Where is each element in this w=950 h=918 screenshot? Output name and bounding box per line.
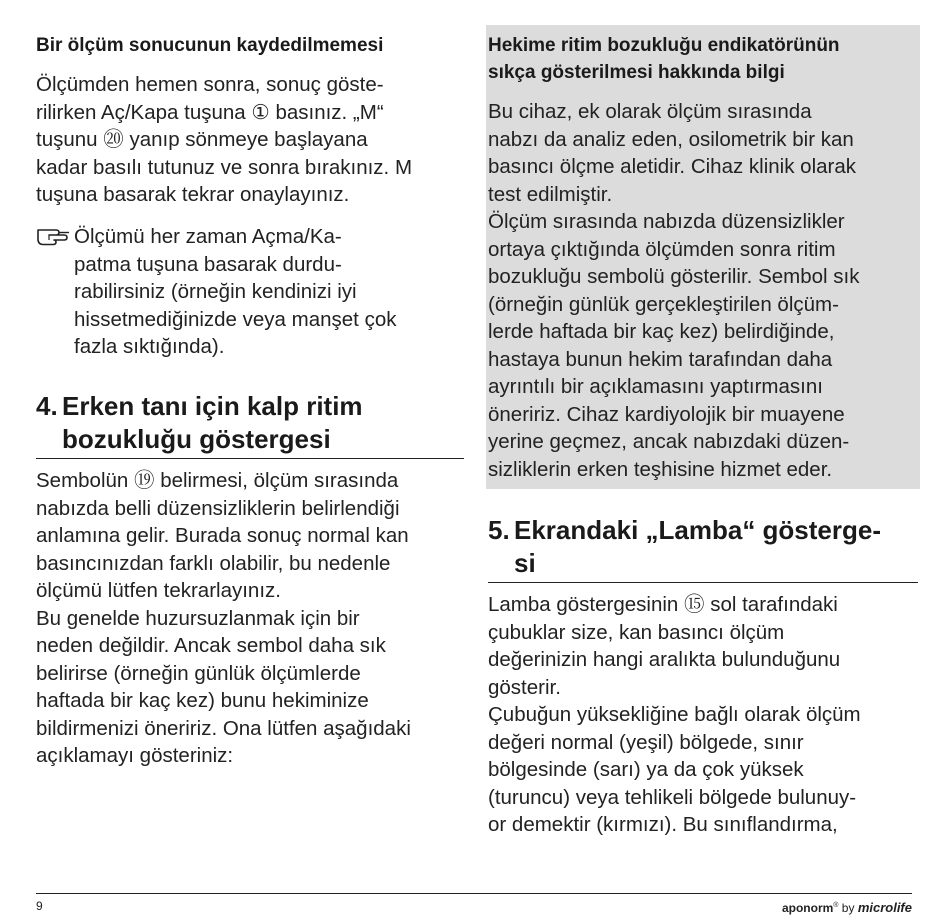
brand-company: microlife xyxy=(857,900,912,915)
text-line: çubuklar size, kan basıncı ölçüm xyxy=(488,620,785,644)
text-line: Çubuğun yüksekliğine bağlı olarak ölçüm xyxy=(488,703,861,726)
text-line: basıncınızdan farklı olabilir, bu nedenle xyxy=(36,551,391,575)
text-line: basıncı ölçme aletidir. Cihaz klinik olarak xyxy=(488,155,857,178)
text-line: nabzı da analiz eden, osilometrik bir kan xyxy=(488,127,854,151)
section-number: 5. xyxy=(488,515,510,545)
heading-line: sıkça gösterilmesi hakkında bilgi xyxy=(488,62,785,83)
text-line: ölçümü lütfen tekrarlayınız. xyxy=(36,579,281,602)
text-line: öneririz. Cihaz kardiyolojik bir muayene xyxy=(488,402,845,426)
text-line: neden değildir. Ancak sembol daha sık xyxy=(36,634,386,657)
text-line: bölgesinde (sarı) ya da çok yüksek xyxy=(488,758,804,781)
registered-mark: ® xyxy=(833,902,839,909)
section-5-title xyxy=(488,514,881,580)
section-number: 4. xyxy=(36,391,58,421)
text-line: kadar basılı tutunuz ve sonra bırakınız. M xyxy=(36,155,413,179)
text-line: belirirse (örneğin günlük ölçümlerde xyxy=(36,661,361,685)
heading-measurement-not-saved: Bir ölçüm sonucunun kaydedilmemesi xyxy=(36,35,384,56)
text-line: hastaya bunun hekim tarafından daha xyxy=(488,347,833,371)
pointing-hand-icon xyxy=(36,224,72,246)
text-line: anlamına gelir. Burada sonuç normal kan xyxy=(36,524,409,547)
text-line: rilirken Aç/Kapa tuşuna ① basınız. „M“ xyxy=(36,100,384,124)
text-line: Bu genelde huzursuzlanmak için bir xyxy=(36,606,360,630)
text-line: ayrıntılı bir açıklamasını yaptırmasını xyxy=(488,375,823,398)
section-divider xyxy=(36,458,464,459)
text-line: (turuncu) veya tehlikeli bölgede bulunuy- xyxy=(488,785,857,809)
text-line: Ölçümü her zaman Açma/Ka- xyxy=(74,225,342,248)
text-line: rabilirsiniz (örneğin kendinizi iyi xyxy=(74,280,357,303)
text-line: or demektir (kırmızı). Bu sınıflandırma, xyxy=(488,813,838,836)
text-line: sizliklerin erken teşhisine hizmet eder. xyxy=(488,457,833,481)
text-line: Ölçüm sırasında nabızda düzensizlikler xyxy=(488,210,845,233)
text-line: gösterir. xyxy=(488,675,561,699)
section-divider xyxy=(488,582,918,583)
info-box-heading xyxy=(488,32,840,86)
text-line: test edilmiştir. xyxy=(488,182,613,206)
info-box-text xyxy=(488,98,859,483)
text-line: Ölçümden hemen sonra, sonuç göste- xyxy=(36,73,384,96)
text-line: ortaya çıktığında ölçümden sonra ritim xyxy=(488,237,836,261)
section-4-title xyxy=(36,390,363,456)
paragraph-lamp-indicator xyxy=(488,591,861,839)
text-line: haftada bir kaç kez) bunu hekiminize xyxy=(36,689,369,712)
note-block xyxy=(36,224,464,364)
text-line: Bu cihaz, ek olarak ölçüm sırasında xyxy=(488,100,812,123)
text-line: değerinizin hangi aralıkta bulunduğunu xyxy=(488,648,841,671)
text-line: bildirmenizi öneririz. Ona lütfen aşağıdaki xyxy=(36,716,411,740)
text-line: tuşunu ⑳ yanıp sönmeye başlayana xyxy=(36,128,368,151)
text-line: yerine geçmez, ancak nabızdaki düzen- xyxy=(488,430,850,453)
brand-name: aponorm xyxy=(781,901,834,915)
paragraph-arrhythmia xyxy=(36,467,411,770)
footer-divider xyxy=(36,893,912,894)
title-line: bozukluğu göstergesi xyxy=(62,424,331,454)
heading-line: Hekime ritim bozukluğu endikatörünün xyxy=(488,35,840,56)
brand-footer xyxy=(782,899,912,915)
title-line: Ekrandaki „Lamba“ gösterge- xyxy=(514,515,881,545)
note-text xyxy=(74,223,396,361)
text-line: lerde haftada bir kaç kez) belirdiğinde, xyxy=(488,320,835,343)
brand-by: by xyxy=(838,901,858,915)
text-line: fazla sıktığında). xyxy=(74,335,225,358)
title-line: Erken tanı için kalp ritim xyxy=(62,391,363,421)
text-line: değeri normal (yeşil) bölgede, sınır xyxy=(488,730,804,754)
text-line: Lamba göstergesinin ⑮ sol tarafındaki xyxy=(488,593,838,616)
text-line: bozukluğu sembolü gösterilir. Sembol sık xyxy=(488,265,860,288)
text-line: hissetmediğinizde veya manşet çok xyxy=(74,307,397,331)
page-number: 9 xyxy=(36,899,43,913)
text-line: (örneğin günlük gerçekleştirilen ölçüm- xyxy=(488,292,839,316)
text-line: tuşuna basarak tekrar onaylayınız. xyxy=(36,183,350,206)
text-line: nabızda belli düzensizliklerin belirlendiği xyxy=(36,496,400,520)
title-line: si xyxy=(514,548,536,578)
text-line: Sembolün ⑲ belirmesi, ölçüm sırasında xyxy=(36,469,399,492)
text-line: açıklamayı gösteriniz: xyxy=(36,744,234,767)
paragraph-not-saved xyxy=(36,71,412,209)
text-line: patma tuşuna basarak durdu- xyxy=(74,252,342,276)
